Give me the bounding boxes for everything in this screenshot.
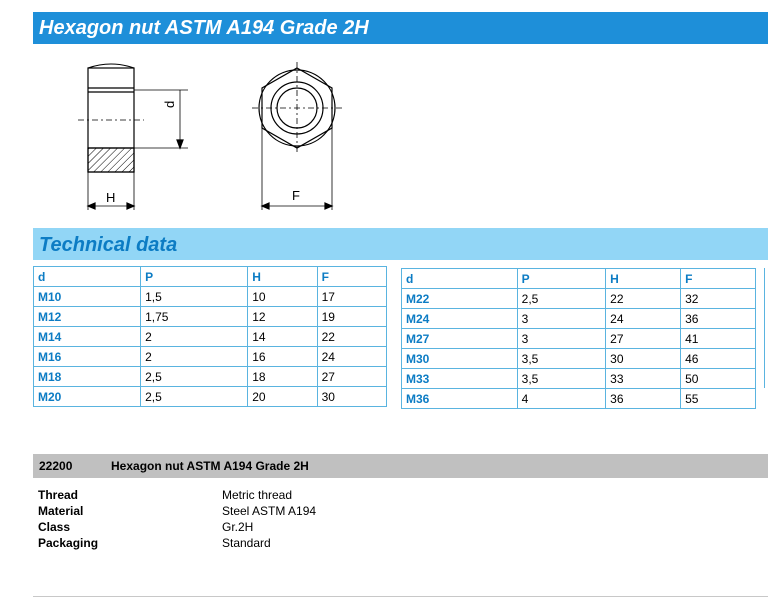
height-cell: 16 — [248, 347, 317, 367]
height-cell: 36 — [606, 389, 681, 409]
height-cell: 20 — [248, 387, 317, 407]
column-header-d: d — [34, 267, 141, 287]
width-cell: 24 — [317, 347, 386, 367]
property-value: Steel ASTM A194 — [222, 504, 317, 518]
size-cell: M22 — [402, 289, 518, 309]
pitch-cell: 2,5 — [141, 367, 248, 387]
height-cell: 30 — [606, 349, 681, 369]
table-row — [402, 289, 756, 309]
dimension-label-f: F — [292, 188, 300, 203]
pitch-cell: 1,5 — [141, 287, 248, 307]
width-cell: 50 — [681, 369, 756, 389]
size-cell: M10 — [34, 287, 141, 307]
height-cell: 12 — [248, 307, 317, 327]
height-cell: 22 — [606, 289, 681, 309]
table-header-row — [34, 267, 387, 287]
dimension-label-d: d — [162, 100, 177, 108]
size-cell: M20 — [34, 387, 141, 407]
size-cell: M16 — [34, 347, 141, 367]
table-row — [34, 307, 387, 327]
pitch-cell: 2 — [141, 327, 248, 347]
product-properties — [38, 487, 316, 551]
table-row — [402, 389, 756, 409]
size-cell: M24 — [402, 309, 518, 329]
size-cell: M36 — [402, 389, 518, 409]
column-header-f: F — [317, 267, 386, 287]
table-row — [402, 369, 756, 389]
table-header-row — [402, 269, 756, 289]
pitch-cell: 3 — [517, 329, 606, 349]
column-header-h: H — [606, 269, 681, 289]
pitch-cell: 3,5 — [517, 349, 606, 369]
width-cell: 55 — [681, 389, 756, 409]
width-cell: 17 — [317, 287, 386, 307]
height-cell: 18 — [248, 367, 317, 387]
property-label: Class — [38, 520, 71, 534]
table-row — [402, 309, 756, 329]
technical-data-heading: Technical data — [33, 228, 768, 260]
width-cell: 27 — [317, 367, 386, 387]
pitch-cell: 3 — [517, 309, 606, 329]
size-cell: M33 — [402, 369, 518, 389]
property-label: Thread — [38, 488, 79, 502]
width-cell: 30 — [317, 387, 386, 407]
product-name: Hexagon nut ASTM A194 Grade 2H — [111, 459, 309, 473]
pitch-cell: 2 — [141, 347, 248, 367]
dimension-table-left — [33, 266, 387, 407]
size-cell: M14 — [34, 327, 141, 347]
bottom-divider — [33, 596, 768, 597]
width-cell: 19 — [317, 307, 386, 327]
property-label: Packaging — [38, 536, 99, 550]
dimension-table-right — [401, 268, 756, 409]
property-row — [38, 503, 316, 519]
height-cell: 27 — [606, 329, 681, 349]
property-row — [38, 535, 316, 551]
table-row — [34, 287, 387, 307]
pitch-cell: 2,5 — [141, 387, 248, 407]
size-cell: M27 — [402, 329, 518, 349]
table-row — [402, 349, 756, 369]
page-title: Hexagon nut ASTM A194 Grade 2H — [33, 12, 768, 44]
nut-technical-drawing — [78, 60, 358, 220]
property-value: Metric thread — [222, 488, 293, 502]
property-row — [38, 519, 316, 535]
table-row — [34, 367, 387, 387]
width-cell: 36 — [681, 309, 756, 329]
table-row — [402, 329, 756, 349]
column-header-d: d — [402, 269, 518, 289]
height-cell: 14 — [248, 327, 317, 347]
table-row — [34, 327, 387, 347]
table-row — [34, 347, 387, 367]
column-header-p: P — [141, 267, 248, 287]
height-cell: 33 — [606, 369, 681, 389]
size-cell: M12 — [34, 307, 141, 327]
pitch-cell: 3,5 — [517, 369, 606, 389]
width-cell: 22 — [317, 327, 386, 347]
nut-side-view — [78, 64, 188, 210]
column-header-p: P — [517, 269, 606, 289]
product-code: 22200 — [39, 459, 73, 473]
pitch-cell: 2,5 — [517, 289, 606, 309]
dimension-label-h: H — [106, 190, 116, 205]
column-header-h: H — [248, 267, 317, 287]
table-edge-divider — [764, 268, 765, 388]
height-cell: 10 — [248, 287, 317, 307]
width-cell: 46 — [681, 349, 756, 369]
property-value: Gr.2H — [222, 520, 254, 534]
size-cell: M18 — [34, 367, 141, 387]
column-header-f: F — [681, 269, 756, 289]
product-header — [33, 454, 768, 478]
height-cell: 24 — [606, 309, 681, 329]
width-cell: 32 — [681, 289, 756, 309]
table-row — [34, 387, 387, 407]
size-cell: M30 — [402, 349, 518, 369]
property-row — [38, 487, 316, 503]
property-value: Standard — [222, 536, 271, 550]
property-label: Material — [38, 504, 84, 518]
pitch-cell: 4 — [517, 389, 606, 409]
width-cell: 41 — [681, 329, 756, 349]
pitch-cell: 1,75 — [141, 307, 248, 327]
